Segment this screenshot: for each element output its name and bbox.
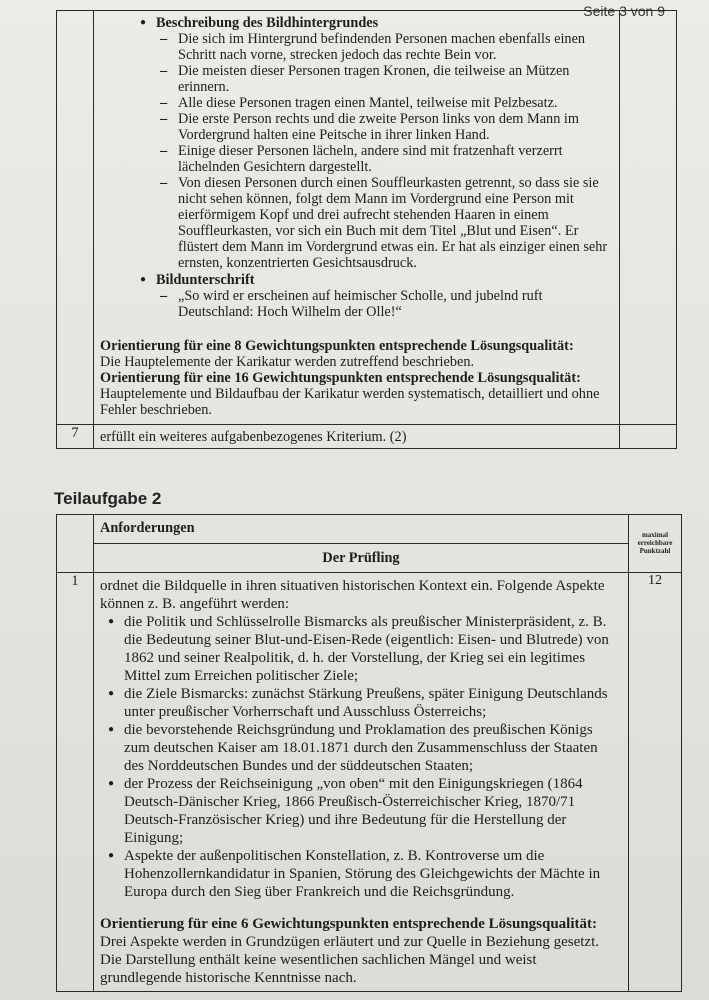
orientation-8-label: Orientierung für eine 8 Gewichtungspunkten entsprechende Lösungsqualität:	[100, 338, 574, 354]
row1-intro: ordnet die Bildquelle in ihren situativen historischen Kontext ein. Folgende Aspekte können z. B. angeführt werden:	[100, 578, 605, 612]
orientation-16-text: Hauptelemente und Bildaufbau der Karikatur werden systematisch, detailliert und ohne Fehler beschrieben.	[100, 386, 600, 418]
page-number: Seite 3 von 9	[583, 3, 665, 19]
list-item: – Einige dieser Personen lächeln, andere sind mit fratzenhaft verzerrt lächelnden Gesichtern dargestellt.	[156, 143, 611, 175]
list-item: ● die Politik und Schlüsselrolle Bismarcks als preußischer Ministerpräsident, z. B. die Bedeutung seiner Blut-und-Eisen-Rede (eigentlich: Eisen- und Blutrede) von 1862 und seiner Realpolitik, d. h. der Vorstellung, der Krieg sei ein legitimes Mittel zum Erreichen politischer Ziele;	[104, 613, 620, 685]
points-cell	[620, 11, 677, 425]
table-header-row	[57, 515, 682, 544]
row-number-cell	[57, 11, 94, 425]
orientation-6-text: Drei Aspekte werden in Grundzügen erläutert und zur Quelle in Beziehung gesetzt. Die Darstellung enthält keine wesentlichen sachlichen Mängel und weist grundlegende historische Kenntnisse nach.	[100, 934, 599, 986]
list-item: – Die erste Person rechts und die zweite Person links von dem Mann im Vordergrund halten eine Peitsche in ihrer linken Hand.	[156, 111, 611, 143]
orientation-8-text: Die Hauptelemente der Karikatur werden zutreffend beschrieben.	[100, 354, 475, 370]
list-item: – Die meisten dieser Personen tragen Kronen, die teilweise an Mützen erinnern.	[156, 63, 611, 95]
list-item: – Die sich im Hintergrund befindenden Personen machen ebenfalls einen Schritt nach vorne, strecken jedoch das rechte Bein vor.	[156, 31, 611, 63]
criterion-text: erfüllt ein weiteres aufgabenbezogenes Kriterium. (2)	[100, 429, 407, 445]
assessment-table	[56, 514, 682, 992]
criteria-cell	[94, 573, 629, 992]
list-item: ● die bevorstehende Reichsgründung und Proklamation des preußischen Königs zum deutschen Kaiser am 18.01.1871 durch den Zusammenschluss der Staaten des Norddeutschen Bundes und der süddeutschen Staaten;	[104, 721, 620, 775]
list-item: ● Aspekte der außenpolitischen Konstellation, z. B. Kontroverse um die Hohenzollernkandidatur in Spanien, Störung des Gleichgewichts der Mächte in Europa durch den Sieg über Frankreich und die Reichsgründung.	[104, 847, 620, 901]
section-heading-caption: ● Bildunterschrift	[136, 272, 611, 288]
table-subheader-row	[57, 544, 682, 573]
table-row	[57, 425, 677, 449]
section-heading-background: ● Beschreibung des Bildhintergrundes	[136, 15, 611, 31]
row-number: 7	[57, 425, 94, 449]
header-candidate: Der Prüfling	[94, 544, 629, 573]
header-requirements: Anforderungen	[94, 515, 629, 544]
list-item: ● der Prozess der Reichseinigung „von oben“ mit den Einigungskriegen (1864 Deutsch-Dänischer Krieg, 1866 Preußisch-Österreichischer Krieg, 1870/71 Deutsch-Französischer Krieg) und ihre Bedeutung für die Herstellung der Einigung;	[104, 775, 620, 847]
criteria-cell	[94, 11, 620, 425]
orientation-16-label: Orientierung für eine 16 Gewichtungspunkten entsprechende Lösungsqualität:	[100, 370, 581, 386]
orientation-6-label: Orientierung für eine 6 Gewichtungspunkten entsprechende Lösungsqualität:	[100, 916, 597, 932]
table-row	[57, 11, 677, 425]
list-item: – Von diesen Personen durch einen Souffleurkasten getrennt, so dass sie sie nicht sehen können, folgt dem Mann im Vordergrund eine Person mit eierförmigem Kopf und drei aufrecht stehenden Haaren in einem Souffleurkasten, vor sich ein Buch mit dem Titel „Blut und Eisen“. Er flüstert dem Mann im Vordergrund etwas ein. Er hat als einziger einen sehr ernsten, konzentrierten Gesichtsausdruck.	[156, 175, 611, 271]
max-points: 12	[629, 573, 682, 992]
table-row	[57, 573, 682, 992]
row-number: 1	[57, 573, 94, 992]
description-list	[136, 31, 611, 271]
subtask-heading: Teilaufgabe 2	[54, 489, 162, 508]
list-item: ● die Ziele Bismarcks: zunächst Stärkung Preußens, später Einigung Deutschlands unter preußischer Vorherrschaft und Ausschluss Österreichs;	[104, 685, 620, 721]
assessment-table-continued	[56, 10, 677, 449]
header-points: maximal erreichbare Punktzahl	[629, 515, 682, 573]
points-cell	[620, 425, 677, 449]
caption-list	[136, 288, 611, 320]
aspects-list	[100, 613, 620, 901]
list-item: – „So wird er erscheinen auf heimischer Scholle, und jubelnd ruft Deutschland: Hoch Wilhelm der Olle!“	[156, 288, 611, 320]
list-item: – Alle diese Personen tragen einen Mantel, teilweise mit Pelzbesatz.	[156, 95, 611, 111]
header-number-cell	[57, 515, 94, 573]
criteria-cell	[94, 425, 620, 449]
